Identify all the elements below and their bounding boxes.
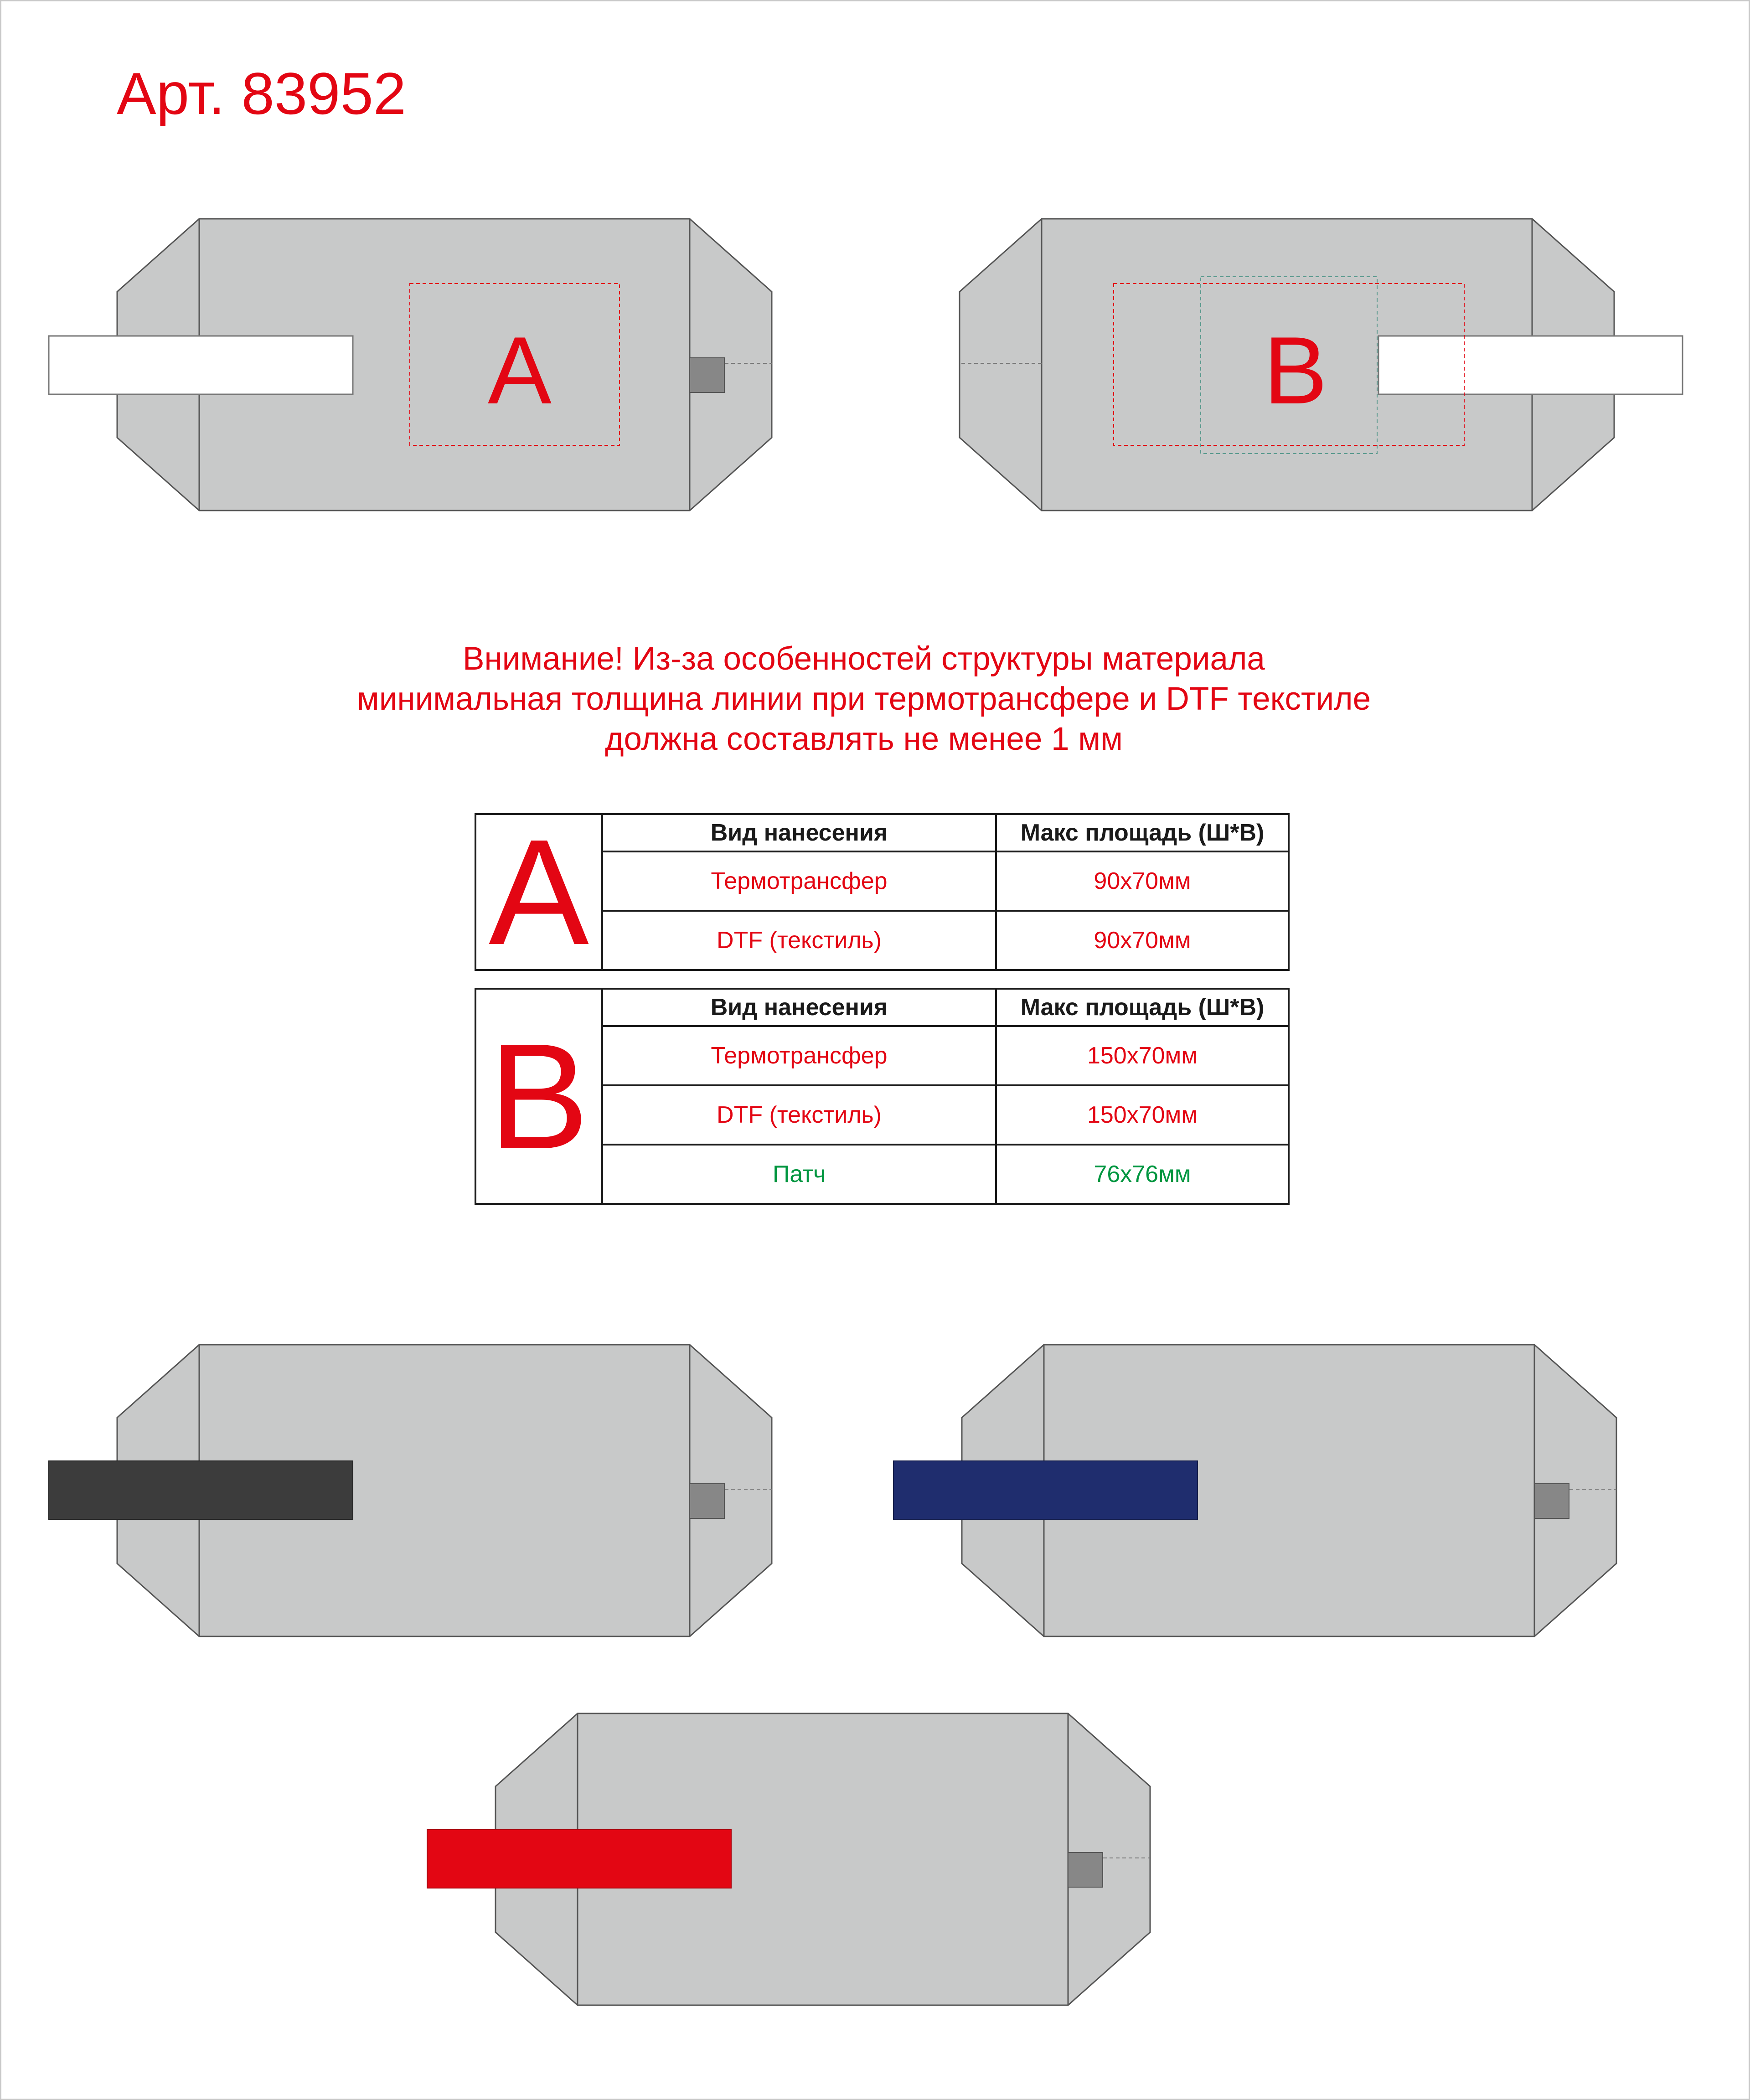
size-cell: 90х70мм: [996, 911, 1289, 970]
zone-letter: B: [475, 989, 602, 1204]
handle-strap-white: [1378, 336, 1683, 394]
notice-line: должна составлять не менее 1 мм: [605, 721, 1123, 757]
header-method: Вид нанесения: [602, 989, 996, 1026]
method-cell: Термотрансфер: [602, 1026, 996, 1085]
table-row: [475, 814, 1289, 851]
method-cell: DTF (текстиль): [602, 1085, 996, 1145]
zipper-tab: [690, 358, 724, 392]
method-cell: Термотрансфер: [602, 851, 996, 911]
notice-line: минимальная толщина линии при термотрансфере и DTF текстиле: [356, 681, 1371, 717]
spec-table-a: [475, 808, 1290, 976]
handle-strap-black: [49, 1461, 353, 1519]
header-max-area: Макс площадь (Ш*В): [996, 814, 1289, 851]
notice-text: [0, 639, 1728, 759]
zipper-tab: [690, 1484, 724, 1518]
zone-letter: A: [475, 814, 602, 970]
size-cell: 90х70мм: [996, 851, 1289, 911]
size-cell: 76х76мм: [996, 1145, 1289, 1204]
size-cell: 150х70мм: [996, 1085, 1289, 1145]
zone-b-label: B: [1263, 317, 1328, 424]
size-cell: 150х70мм: [996, 1026, 1289, 1085]
bag-color-variant-navy: [890, 1343, 1620, 1640]
method-cell: DTF (текстиль): [602, 911, 996, 970]
notice-line: Внимание! Из-за особенностей структуры материала: [463, 641, 1265, 677]
table-row: [475, 989, 1289, 1026]
method-cell: Патч: [602, 1145, 996, 1204]
zipper-tab: [1068, 1852, 1103, 1887]
handle-strap-navy: [893, 1461, 1198, 1519]
bag-color-variant-black: [46, 1343, 775, 1640]
bag-front-view-zone-a: [46, 217, 775, 514]
article-title: Арт. 83952: [117, 60, 407, 127]
header-method: Вид нанесения: [602, 814, 996, 851]
header-max-area: Макс площадь (Ш*В): [996, 989, 1289, 1026]
handle-strap-white: [49, 336, 353, 394]
zone-a-label: A: [487, 317, 552, 424]
spec-table-b: [475, 988, 1290, 1205]
handle-strap-red: [427, 1830, 731, 1888]
zipper-tab: [1534, 1484, 1569, 1518]
bag-color-variant-red: [424, 1712, 1153, 2008]
bag-back-view-zone-b: [957, 217, 1687, 514]
